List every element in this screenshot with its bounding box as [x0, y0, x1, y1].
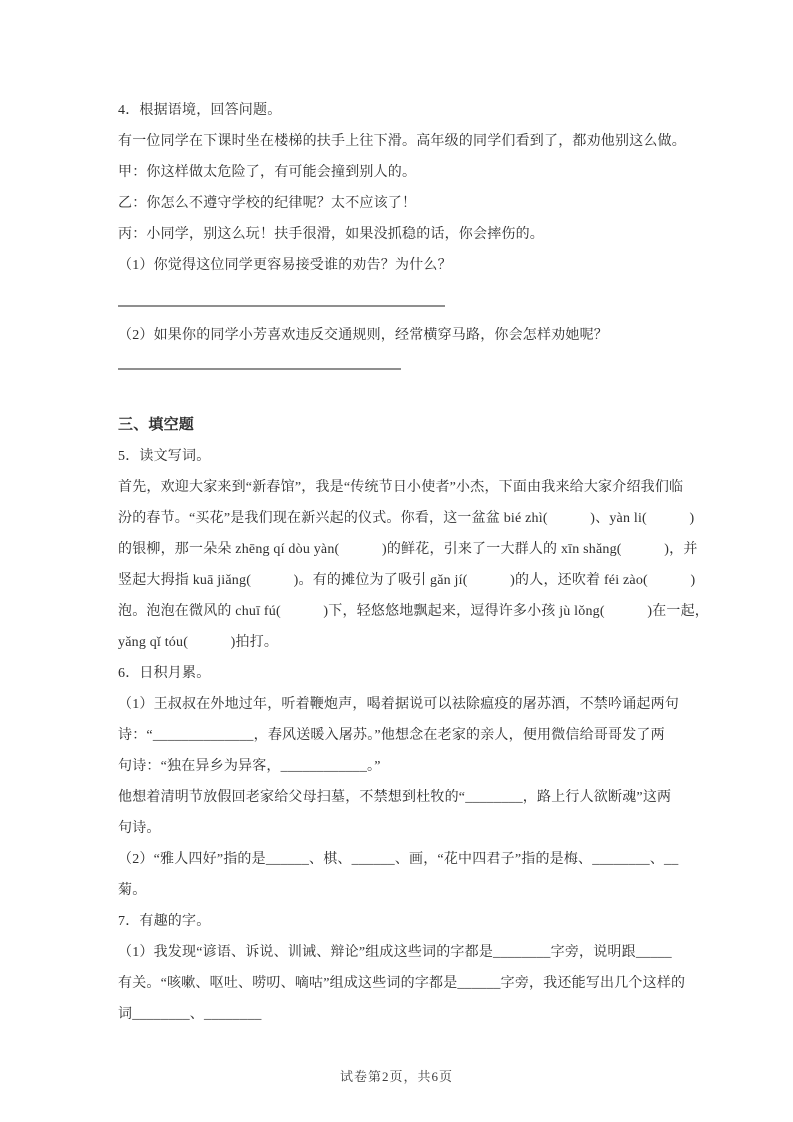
- text-line: 句诗。: [118, 821, 161, 836]
- text-line: （1）你觉得这位同学更容易接受谁的劝告？为什么？: [118, 258, 452, 273]
- text-line: 泡。泡泡在微风的 chuī fú( )下，轻悠悠地飘起来，逗得许多小孩 jù lǒng( )在一起，: [118, 604, 709, 619]
- text-line: 有一位同学在下课时坐在楼梯的扶手上往下滑。高年级的同学们看到了，都劝他别这么做。: [118, 134, 686, 149]
- text-line: 有关。“咳嗽、呕吐、唠叨、嘀咕”组成这些词的字都是______字旁，我还能写出几个这样的: [118, 976, 686, 991]
- text-line: 他想着清明节放假回老家给父母扫墓，不禁想到杜牧的“________，路上行人欲断魂”这两: [118, 790, 672, 805]
- page-footer: 试卷第2页，共6页: [339, 1069, 453, 1084]
- text-line: 甲：你这样做太危险了，有可能会撞到别人的。: [118, 165, 417, 180]
- text-line: （1）我发现“谚语、诉说、训诫、辩论”组成这些词的字都是________字旁，说明跟_____: [118, 945, 672, 960]
- text-line: 丙：小同学，别这么玩！扶手很滑，如果没抓稳的话，你会摔伤的。: [118, 227, 544, 242]
- text-line: 4．根据语境，回答问题。: [118, 103, 282, 118]
- text-line: （2）“雅人四好”指的是______、棋、______、画，“花中四君子”指的是梅、________、__: [118, 852, 679, 867]
- text-line: 的银柳，那一朵朵 zhēng qí dòu yàn( )的鲜花，引来了一大群人的 xīn shǎng( )，并: [118, 542, 698, 557]
- text-line: 菊。: [118, 883, 147, 898]
- text-line: 诗：“______________，春风送暖入屠苏。”他想念在老家的亲人，便用微信给哥哥发了两: [118, 728, 665, 743]
- text-line: 5．读文写词。: [118, 449, 211, 464]
- text-line: 7．有趣的字。: [118, 914, 211, 929]
- text-line: 竖起大拇指 kuā jiǎng( )。有的摊位为了吸引 gǎn jí( )的人，还吹着 féi zào( ): [118, 573, 696, 588]
- text-line: 句诗：“独在异乡为异客，____________。”: [118, 759, 381, 774]
- answer-rule: [118, 368, 401, 370]
- text-line: yǎng qǐ tóu( )拍打。: [118, 635, 279, 650]
- text-line: （1）王叔叔在外地过年，听着鞭炮声，喝着据说可以祛除瘟疫的屠苏酒，不禁吟诵起两句: [118, 697, 679, 712]
- text-line: 6．日积月累。: [118, 666, 211, 681]
- text-line: 词________、________: [118, 1007, 262, 1022]
- text-line: 首先，欢迎大家来到“新春馆”，我是“传统节日小使者”小杰，下面由我来给大家介绍我们临: [118, 480, 684, 495]
- text-line: 三、填空题: [118, 417, 195, 433]
- text-line: 乙：你怎么不遵守学校的纪律呢？太不应该了！: [118, 196, 417, 211]
- text-line: 汾的春节。“买花”是我们现在新兴起的仪式。你看，这一盆盆 bié zhì( )、yàn li( ): [118, 511, 695, 526]
- answer-rule: [118, 305, 445, 307]
- text-line: （2）如果你的同学小芳喜欢违反交通规则，经常横穿马路，你会怎样劝她呢？: [118, 328, 608, 343]
